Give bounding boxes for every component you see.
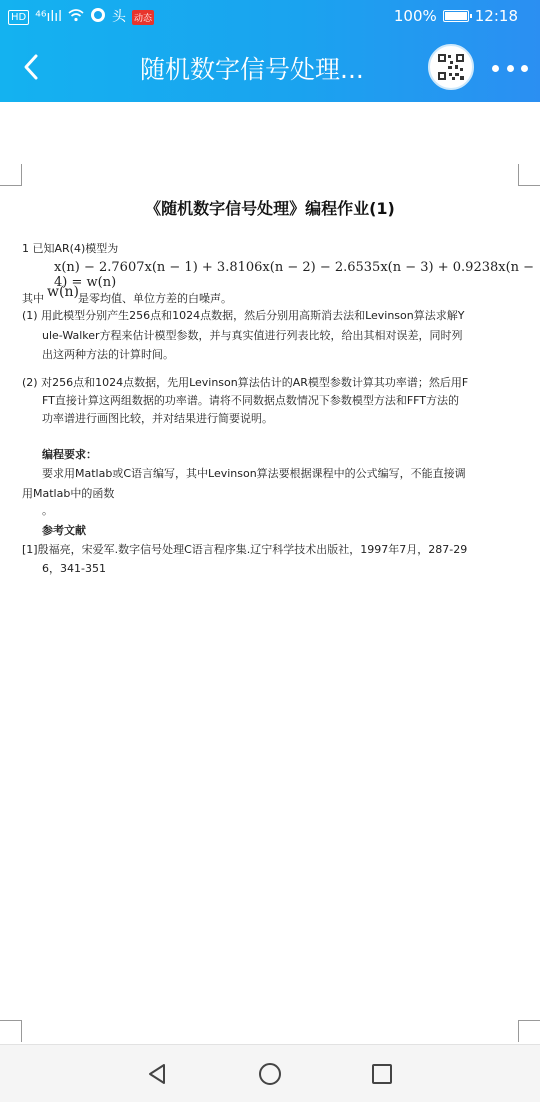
crop-mark — [0, 1020, 22, 1042]
where-suffix: 是零均值、单位方差的白噪声。 — [78, 292, 232, 305]
back-button[interactable] — [18, 50, 48, 84]
toutiao-icon: 头 — [112, 9, 127, 25]
news-badge: 动态 — [132, 10, 154, 25]
part-2-line: 功率谱进行画图比较，并对结果进行简要说明。 — [42, 412, 273, 425]
reference-line: [1]殷福亮，宋爱军.数字信号处理C语言程序集.辽宁科学技术出版社，1997年7月，287-29 — [22, 543, 468, 556]
crop-mark — [518, 164, 540, 186]
crop-mark — [0, 164, 22, 186]
more-button[interactable] — [492, 56, 528, 80]
more-dot-icon — [507, 65, 514, 72]
requirements-line: 要求用Matlab或C语言编写，其中Levinson算法要根据课程中的公式编写，不能直接调 — [42, 467, 466, 480]
crop-mark — [518, 1020, 540, 1042]
part-1-line: (1) 用此模型分别产生256点和1024点数据，然后分别用高斯消去法和Levinson算法求解Y — [22, 309, 465, 322]
triangle-back-icon — [144, 1061, 170, 1087]
signal-icon: ⁴⁶ılıl — [35, 9, 63, 25]
status-bar — [0, 0, 540, 34]
circle-home-icon — [257, 1061, 283, 1087]
app-header — [0, 0, 540, 102]
references-heading: 参考文献 — [42, 524, 86, 537]
part-2-line: FT直接计算这两组数据的功率谱。请将不同数据点数情况下参数模型方法和FFT方法的 — [42, 394, 460, 407]
square-recents-icon — [369, 1061, 395, 1087]
part-1-line: ule-Walker方程来估计模型参数，并与真实值进行列表比较，给出其相对误差，同时列 — [42, 329, 463, 342]
back-chevron-icon — [18, 50, 48, 84]
battery-icon — [443, 10, 469, 22]
nav-home-button[interactable] — [257, 1061, 283, 1087]
qr-code-avatar[interactable] — [428, 44, 474, 90]
requirements-line: 用Matlab中的函数 — [22, 487, 115, 500]
battery-percent: 100% — [393, 7, 437, 25]
nav-recents-button[interactable] — [369, 1061, 395, 1087]
hd-badge: HD — [8, 10, 29, 25]
requirements-period: 。 — [42, 504, 53, 517]
more-dot-icon — [521, 65, 528, 72]
page-title: 随机数字信号处理... — [140, 55, 364, 84]
qr-code-icon — [436, 52, 466, 82]
document-page[interactable] — [0, 102, 540, 1044]
requirements-heading: 编程要求： — [42, 448, 97, 461]
reference-line: 6，341-351 — [42, 562, 106, 575]
question-1-intro: 1 已知AR(4)模型为 — [22, 242, 119, 255]
wifi-icon — [68, 8, 84, 27]
more-dot-icon — [492, 65, 499, 72]
clock: 12:18 — [474, 7, 518, 25]
part-1-line: 出这两种方法的计算时间。 — [42, 348, 174, 361]
system-nav-bar — [0, 1044, 540, 1102]
browser-icon — [90, 7, 106, 27]
noise-symbol: w(n) — [47, 284, 79, 300]
ar-model-equation: x(n) − 2.7607x(n − 1) + 3.8106x(n − 2) − 2.6535x(n − 3) + 0.9238x(n − 4) = w(n) — [54, 260, 535, 290]
document-title: 《随机数字信号处理》编程作业(1) — [145, 199, 395, 218]
where-prefix: 其中 — [22, 292, 44, 305]
nav-back-button[interactable] — [144, 1061, 170, 1087]
part-2-line: (2) 对256点和1024点数据，先用Levinson算法估计的AR模型参数计算其功率谱；然后用F — [22, 376, 469, 389]
